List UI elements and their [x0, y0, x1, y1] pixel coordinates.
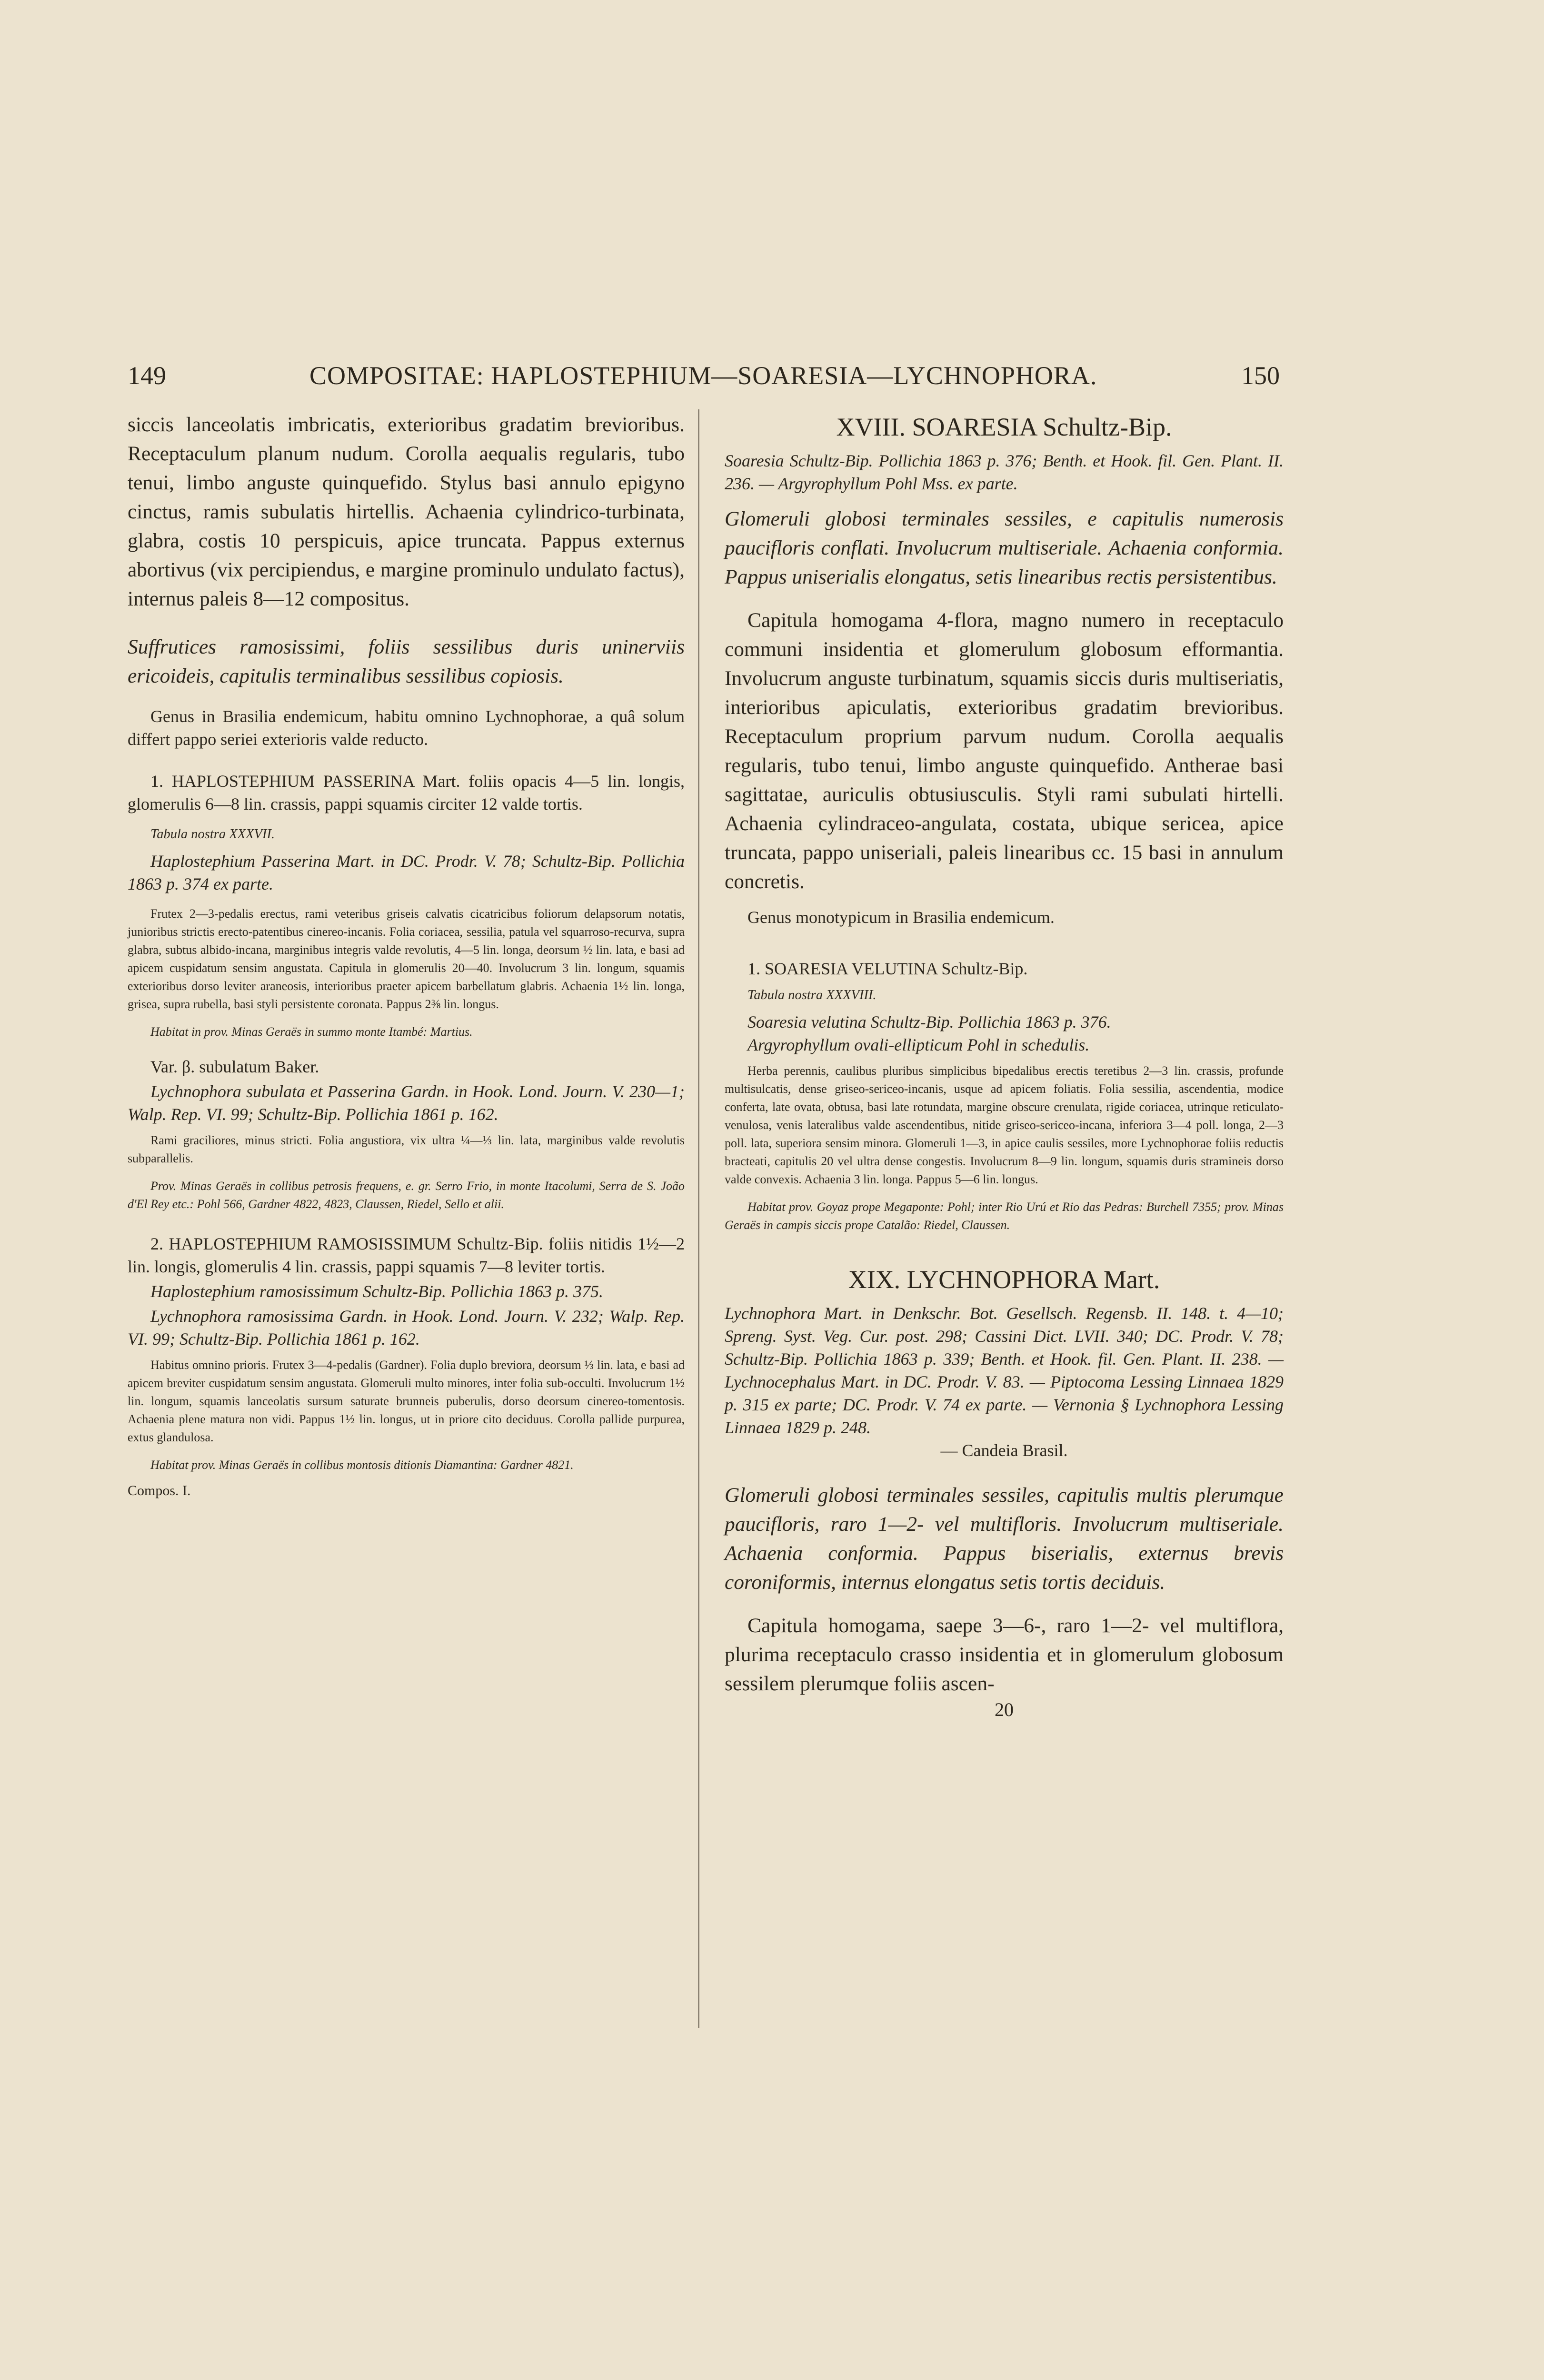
genus-19-vernacular: — Candeia Brasil.	[940, 1441, 1068, 1460]
genus-19-heading: XIX. LYCHNOPHORA Mart.	[848, 1265, 1160, 1294]
species-1-description: Frutex 2—3-pedalis erectus, rami veteribus griseis calvatis cicatricibus foliorum delapsorum notatis, junioribus strictis erecto-patentibus cinereo-incanis. Folia coriacea, sessilia, patula vel squarroso-recurva, supra glabra, subtus albido-incana, marginibus integris valde revolutis, 4—5 lin. longa, deorsum ½ lin. lata, e basi ad apicem cuspidatum sensim angustata. Capitula in glomerulis 20—40. Involucrum 3 lin. longum, squamis exterioribus dorso leviter araneosis, interioribus praeter apicem barbellatum glabris. Achaenia 1½ lin. longa, grisea, supra rubella, basi styli persistente coronata. Pappus 2⅜ lin. longus.	[128, 907, 685, 1011]
species-1-plate: Tabula nostra XXXVII.	[150, 827, 275, 842]
species-1-habitat: Habitat in prov. Minas Geraës in summo monte Itambé: Martius.	[150, 1025, 473, 1039]
habit-diagnosis: Suffrutices ramosissimi, foliis sessilibus duris uninerviis ericoideis, capitulis terminalibus sessilibus copiosis.	[128, 635, 685, 687]
page-number-right: 150	[1241, 361, 1280, 390]
signature-mark: Compos. I.	[128, 1483, 191, 1498]
genus-18-note: Genus monotypicum in Brasilia endemicum.	[747, 908, 1055, 927]
genus-18-heading: XVIII. SOARESIA Schultz-Bip.	[836, 413, 1172, 441]
genus-note: Genus in Brasilia endemicum, habitu omnino Lychnophorae, a quâ solum differt pappo seriei exterioris valde reducto.	[128, 707, 685, 749]
signature-number: 20	[995, 1699, 1014, 1720]
genus-19-synonymy: Lychnophora Mart. in Denkschr. Bot. Gesellsch. Regensb. II. 148. t. 4—10; Spreng. Syst. Veg. Cur. post. 298; Cassini Dict. LVII. 340; DC. Prodr. V. 78; Schultz-Bip. Pollichia 1863 p. 339; Benth. et Hook. fil. Gen. Plant. II. 238. — Lychnocephalus Mart. in DC. Prodr. V. 83. — Piptocoma Lessing Linnaea 1829 p. 315 ex parte; DC. Prodr. V. 74 ex parte. — Vernonia § Lychnophora Lessing Linnaea 1829 p. 248.	[725, 1304, 1284, 1437]
column-divider	[698, 409, 699, 2028]
variety-synonymy: Lychnophora subulata et Passerina Gardn. in Hook. Lond. Journ. V. 230—1; Walp. Rep. VI. 99; Schultz-Bip. Pollichia 1861 p. 162.	[128, 1082, 685, 1124]
running-header	[128, 361, 1280, 399]
species-2-synonym-1: Haplostephium ramosissimum Schultz-Bip. Pollichia 1863 p. 375.	[150, 1282, 603, 1301]
genus-19-description: Capitula homogama, saepe 3—6-, raro 1—2- vel multiflora, plurima receptaculo crasso insidentia et in glomerulum globosum sessilem plerumque foliis ascen-	[725, 1614, 1284, 1695]
genus-18-diagnosis: Glomeruli globosi terminales sessiles, e capitulis numerosis paucifloris conflati. Involucrum multiseriale. Achaenia conformia. Pappus uniserialis elongatus, setis linearibus rectis persistentibus.	[725, 507, 1284, 588]
right-column	[725, 410, 1284, 1721]
page-number-left: 149	[128, 361, 166, 390]
soaresia-description: Herba perennis, caulibus pluribus simplicibus bipedalibus erectis teretibus 2—3 lin. crassis, profunde multisulcatis, dense griseo-sericeo-incanis, usque ad apicem foliatis. Folia sessilia, ascendentia, modice conferta, late ovata, obtusa, basi late rotundata, margine obscure crenulata, rigide coriacea, utrinque reticulato-venulosa, venis lateralibus valde ascendentibus, nitide griseo-sericeo-incana, inferiora 3—4 poll. longa, 2—3 poll. lata, superiora sensim minora. Glomeruli 1—3, in apice caulis sessiles, more Lychnophorae foliis reductis bracteati, capitulis 20 vel ultra dense congestis. Involucrum 8—9 lin. longum, squamis duris stramineis dorso valde convexis. Achaenia 3 lin. longa. Pappus 5—6 lin. longus.	[725, 1064, 1284, 1186]
soaresia-species-heading: 1. SOARESIA VELUTINA Schultz-Bip.	[747, 959, 1028, 978]
genus-18-description: Capitula homogama 4-flora, magno numero in receptaculo communi insidentia et glomerulum globosum efformantia. Involucrum anguste turbinatum, squamis siccis duris multiseriatis, interioribus apiculatis, exterioribus gradatim brevioribus. Receptaculum proprium parvum nudum. Corolla aequalis regularis, tubo tenui, limbo anguste quinquefido. Antherae basi sagittatae, auriculis obtusiusculis. Styli rami subulati hirtelli. Achaenia cylindraceo-angulata, costata, ubique sericea, apice truncata, pappo uniseriali, paleis linearibus cc. 15 basi in annulum concretis.	[725, 609, 1284, 893]
genus-19-diagnosis: Glomeruli globosi terminales sessiles, capitulis multis plerumque paucifloris, raro 1—2- vel multifloris. Involucrum multiseriale. Achaenia conformia. Pappus biserialis, externus brevis coroniformis, internus elongatus setis tortis deciduis.	[725, 1484, 1284, 1594]
variety-heading: Var. β. subulatum Baker.	[150, 1057, 319, 1076]
species-1-heading: 1. HAPLOSTEPHIUM PASSERINA Mart. foliis opacis 4—5 lin. longis, glomerulis 6—8 lin. crassis, pappi squamis circiter 12 valde tortis.	[128, 772, 685, 813]
soaresia-synonym-2: Argyrophyllum ovali-ellipticum Pohl in schedulis.	[747, 1035, 1090, 1054]
variety-habitat: Prov. Minas Geraës in collibus petrosis frequens, e. gr. Serro Frio, in monte Itacolumi, Serra de S. João d'El Rey etc.: Pohl 566, Gardner 4822, 4823, Claussen, Riedel, Sello et alii.	[128, 1179, 685, 1211]
species-2-habitat: Habitat prov. Minas Geraës in collibus montosis ditionis Diamantina: Gardner 4821.	[150, 1458, 574, 1472]
soaresia-habitat: Habitat prov. Goyaz prope Megaponte: Pohl; inter Rio Urú et Rio das Pedras: Burchell 7355; prov. Minas Geraës in campis siccis prope Catalão: Riedel, Claussen.	[725, 1200, 1284, 1232]
left-column	[128, 410, 685, 1499]
species-2-synonym-2: Lychnophora ramosissima Gardn. in Hook. Lond. Journ. V. 232; Walp. Rep. VI. 99; Schultz-Bip. Pollichia 1861 p. 162.	[128, 1307, 685, 1349]
variety-description: Rami graciliores, minus stricti. Folia angustiora, vix ultra ¼—⅓ lin. lata, marginibus valde revolutis subparallelis.	[128, 1133, 685, 1165]
genus-18-synonymy: Soaresia Schultz-Bip. Pollichia 1863 p. 376; Benth. et Hook. fil. Gen. Plant. II. 236. — Argyrophyllum Pohl Mss. ex parte.	[725, 451, 1284, 493]
species-2-heading: 2. HAPLOSTEPHIUM RAMOSISSIMUM Schultz-Bip. foliis nitidis 1½—2 lin. longis, glomerulis 4 lin. crassis, pappi squamis 7—8 leviter tortis.	[128, 1234, 685, 1276]
running-title: COMPOSITAE: HAPLOSTEPHIUM—SOARESIA—LYCHNOPHORA.	[309, 361, 1097, 390]
species-1-synonymy: Haplostephium Passerina Mart. in DC. Prodr. V. 78; Schultz-Bip. Pollichia 1863 p. 374 ex parte.	[128, 852, 685, 893]
soaresia-synonym-1: Soaresia velutina Schultz-Bip. Pollichia 1863 p. 376.	[747, 1012, 1111, 1031]
species-2-description: Habitus omnino prioris. Frutex 3—4-pedalis (Gardner). Folia duplo breviora, deorsum ⅓ lin. lata, e basi ad apicem breviter cuspidatum sensim angustata. Glomeruli multo minores, inter folia sub-occulti. Involucrum 1½ lin. longum, squamis lanceolatis sursum saturate brunneis puberulis, dorso deorsum cinereo-tomentosis. Achaenia plene matura non vidi. Pappus 1½ lin. longus, ut in priore cito deciduus. Corolla pallide purpurea, extus glandulosa.	[128, 1358, 685, 1444]
soaresia-plate: Tabula nostra XXXVIII.	[747, 988, 877, 1002]
genus-description-continued: siccis lanceolatis imbricatis, exterioribus gradatim brevioribus. Receptaculum planum nudum. Corolla aequalis regularis, tubo tenui, limbo anguste quinquefido. Stylus basi annulo epigyno cinctus, ramis subulatis hirtellis. Achaenia cylindrico-turbinata, glabra, costis 10 perspicuis, apice truncata. Pappus externus abortivus (vix percipiendus, e margine prominulo undulato factus), internus paleis 8—12 compositus.	[128, 413, 685, 610]
